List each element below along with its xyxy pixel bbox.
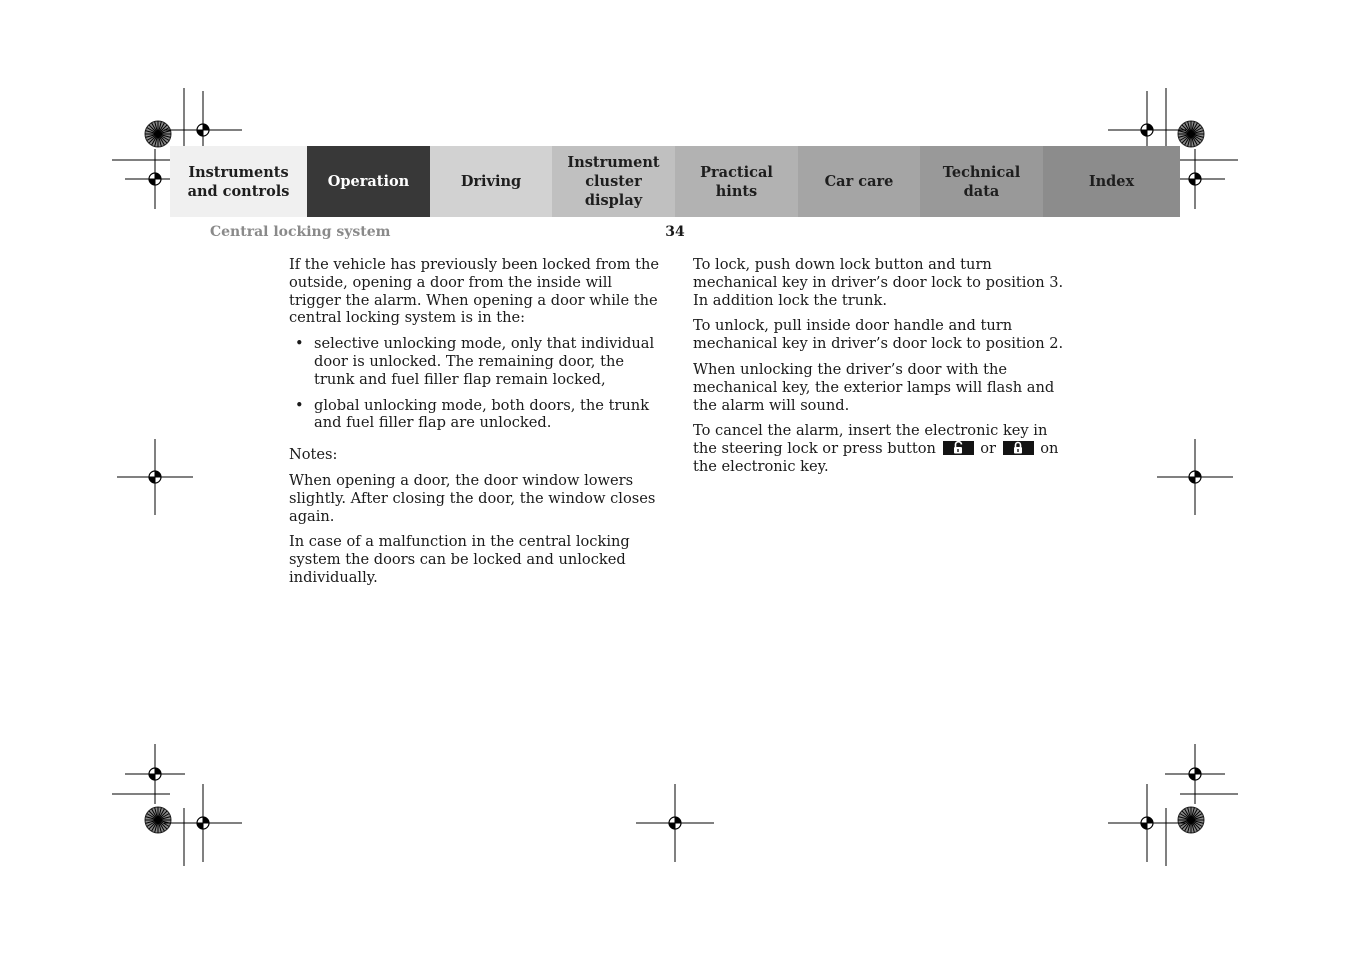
notes-heading: Notes: xyxy=(289,446,338,464)
right-column xyxy=(693,256,1065,484)
list-item-text: global unlocking mode, both doors, the trunk and fuel filler flap are unlocked. xyxy=(314,396,650,432)
left-column xyxy=(289,256,661,595)
bullet-glyph: • xyxy=(295,335,304,353)
list-item xyxy=(289,397,661,433)
intro-paragraph: If the vehicle has previously been locked from the outside, opening a door from the inside will trigger the alarm. When opening a door while the central locking system is in the: xyxy=(289,256,660,327)
tab-technical-data[interactable]: Technical data xyxy=(920,146,1043,217)
section-title: Central locking system xyxy=(210,224,391,240)
chapter-navigation xyxy=(170,146,1180,217)
tab-operation[interactable]: Operation xyxy=(307,146,430,217)
list-item-text: selective unlocking mode, only that individual door is unlocked. The remaining door, the trunk and fuel filler flap remain locked, xyxy=(314,335,655,388)
cancel-alarm-instructions xyxy=(693,422,1065,475)
tab-car-care[interactable]: Car care xyxy=(798,146,920,217)
unlock-button-icon xyxy=(943,441,974,455)
note-paragraph: In case of a malfunction in the central locking system the doors can be locked and unlocked individually. xyxy=(289,533,630,586)
alarm-warning: When unlocking the driver’s door with the mechanical key, the exterior lamps will flash and the alarm will sound. xyxy=(693,360,1055,414)
tab-practical-hints[interactable]: Practical hints xyxy=(675,146,798,217)
tab-index[interactable]: Index xyxy=(1043,146,1180,217)
list-item xyxy=(289,335,661,388)
tab-instruments-and-controls[interactable]: Instruments and controls xyxy=(170,146,307,217)
or-text: or xyxy=(980,440,996,458)
note-paragraph: When opening a door, the door window lowers slightly. After closing the door, the window closes again. xyxy=(289,471,656,525)
tab-driving[interactable]: Driving xyxy=(430,146,552,217)
page-number: 34 xyxy=(665,224,685,240)
cancel-alarm-text: To cancel the alarm, insert the electronic key in the steering lock or press button xyxy=(693,422,1048,458)
bullet-glyph: • xyxy=(295,396,304,414)
cancel-alarm-text-end: on the electronic key. xyxy=(693,440,1059,475)
lock-instructions: To lock, push down lock button and turn mechanical key in driver’s door lock to position 3. In addition lock the trunk. xyxy=(693,256,1064,309)
lock-button-icon xyxy=(1003,441,1034,455)
tab-instrument-cluster-display[interactable]: Instrument cluster display xyxy=(552,146,675,217)
unlocking-mode-list xyxy=(289,335,661,432)
unlock-instructions: To unlock, pull inside door handle and turn mechanical key in driver’s door lock to position 2. xyxy=(693,317,1064,353)
